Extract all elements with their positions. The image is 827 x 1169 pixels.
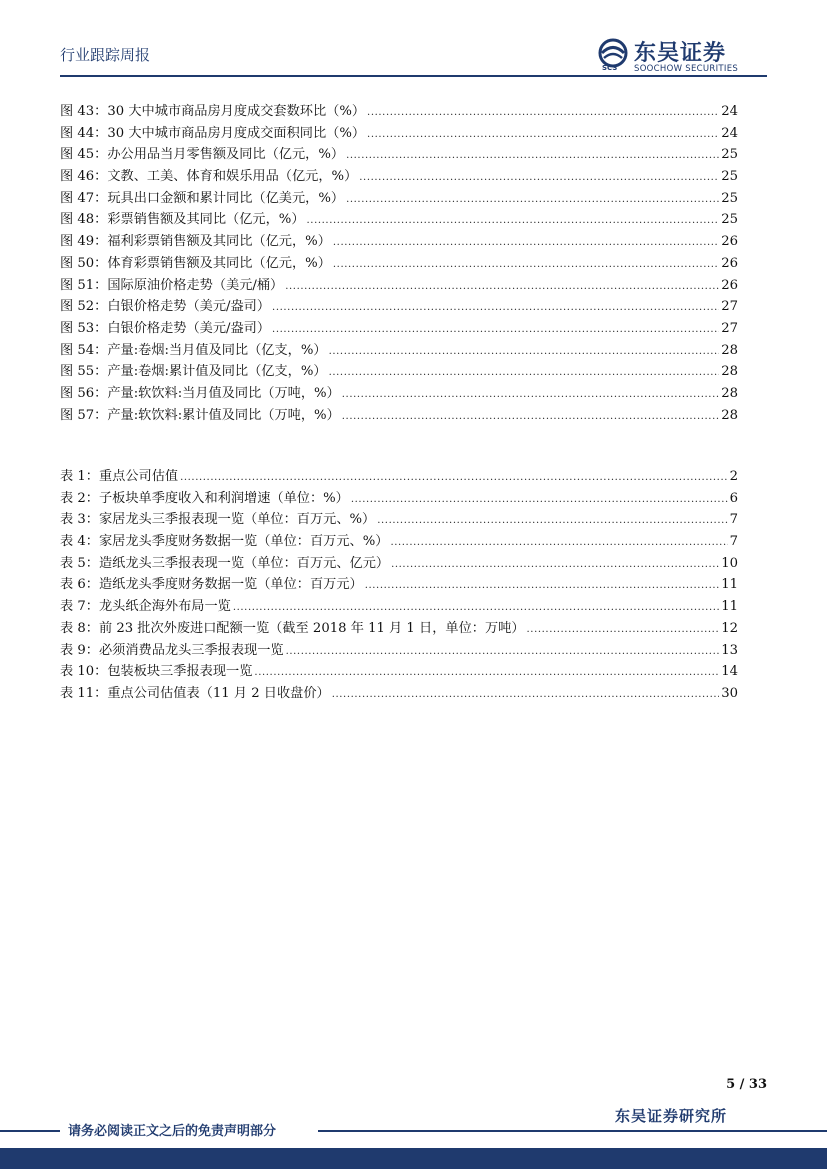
- toc-entry-label: 图 54：产量:卷烟:当月值及同比（亿支，%）: [60, 342, 327, 358]
- toc-entry-label: 图 55：产量:卷烟:累计值及同比（亿支，%）: [60, 364, 327, 380]
- toc-entry-label: 图 51：国际原油价格走势（美元/桶）: [60, 277, 284, 293]
- toc-entry-label: 表 9：必须消费品龙头三季报表现一览: [60, 642, 284, 658]
- toc-entry-page: 26: [721, 255, 738, 271]
- toc-figure-entry[interactable]: [60, 318, 738, 340]
- page-number: 5 / 33: [726, 1077, 767, 1092]
- toc-entry-label: 表 10：包装板块三季报表现一览: [60, 664, 253, 680]
- toc-figure-entry[interactable]: [60, 275, 738, 297]
- toc-figure-entry[interactable]: [60, 123, 738, 145]
- header-divider: [60, 75, 767, 77]
- table-index-list: [60, 466, 738, 705]
- toc-table-entry[interactable]: [60, 596, 738, 618]
- toc-entry-label: 图 56：产量:软饮料:当月值及同比（万吨，%）: [60, 385, 340, 401]
- dot-leader: [332, 684, 720, 706]
- toc-entry-page: 25: [721, 212, 738, 228]
- dot-leader: [233, 597, 719, 619]
- toc-entry-page: 12: [721, 620, 738, 636]
- dot-leader: [272, 297, 719, 319]
- toc-entry-page: 27: [721, 320, 738, 336]
- dot-leader: [359, 167, 719, 189]
- toc-figure-entry[interactable]: [60, 188, 738, 210]
- toc-table-entry[interactable]: [60, 531, 738, 553]
- logo-chinese-name: 东吴证券: [634, 41, 727, 66]
- logo-mark-text: SCS: [602, 64, 618, 72]
- toc-entry-page: 2: [729, 469, 738, 484]
- toc-table-entry[interactable]: [60, 683, 738, 705]
- toc-entry-label: 表 2：子板块单季度收入和利润增速（单位：%）: [60, 490, 349, 506]
- toc-table-entry[interactable]: [60, 553, 738, 575]
- dot-leader: [286, 641, 720, 663]
- toc-entry-label: 表 8：前 23 批次外废进口配额一览（截至 2018 年 11 月 1 日，单位：万吨）: [60, 620, 525, 636]
- toc-entry-label: 图 43：30 大中城市商品房月度成交套数环比（%）: [60, 104, 366, 119]
- logo-english-name: SOOCHOW SECURITIES: [634, 64, 739, 74]
- toc-entry-page: 27: [721, 299, 738, 315]
- toc-entry-page: 28: [721, 385, 738, 401]
- toc-entry-page: 11: [721, 577, 738, 593]
- dot-leader: [254, 662, 719, 684]
- dot-leader: [377, 510, 727, 532]
- toc-entry-page: 7: [729, 534, 738, 550]
- toc-entry-page: 7: [729, 512, 738, 528]
- toc-entry-page: 25: [721, 147, 738, 163]
- toc-entry-label: 表 3：家居龙头三季报表现一览（单位：百万元、%）: [60, 512, 376, 528]
- dot-leader: [307, 210, 720, 232]
- toc-entry-page: 14: [721, 664, 738, 680]
- toc-entry-label: 表 4：家居龙头季度财务数据一览（单位：百万元、%）: [60, 534, 389, 550]
- toc-table-entry[interactable]: [60, 661, 738, 683]
- footer-bar: [0, 1148, 827, 1169]
- toc-entry-page: 26: [721, 277, 738, 293]
- toc-entry-page: 28: [721, 342, 738, 358]
- toc-entry-page: 30: [721, 685, 738, 701]
- dot-leader: [329, 362, 720, 384]
- dot-leader: [367, 102, 719, 124]
- toc-entry-page: 25: [721, 169, 738, 185]
- toc-table-entry[interactable]: [60, 618, 738, 640]
- toc-figure-entry[interactable]: [60, 296, 738, 318]
- toc-entry-page: 24: [721, 104, 738, 119]
- toc-entry-page: 25: [721, 190, 738, 206]
- dot-leader: [329, 341, 720, 363]
- toc-figure-entry[interactable]: [60, 253, 738, 275]
- dot-leader: [390, 532, 727, 554]
- toc-figure-entry[interactable]: [60, 405, 738, 427]
- toc-entry-label: 图 50：体育彩票销售额及其同比（亿元，%）: [60, 255, 331, 271]
- toc-entry-label: 图 53：白银价格走势（美元/盎司）: [60, 320, 271, 336]
- toc-entry-label: 图 44：30 大中城市商品房月度成交面积同比（%）: [60, 125, 366, 141]
- toc-figure-entry[interactable]: [60, 340, 738, 362]
- toc-entry-page: 11: [721, 599, 738, 615]
- dot-leader: [351, 489, 728, 511]
- dot-leader: [180, 467, 728, 489]
- toc-entry-label: 图 49：福利彩票销售额及其同比（亿元，%）: [60, 234, 331, 250]
- toc-entry-label: 图 46：文教、工美、体育和娱乐用品（亿元，%）: [60, 169, 358, 185]
- toc-entry-label: 表 6：造纸龙头季度财务数据一览（单位：百万元）: [60, 577, 363, 593]
- dot-leader: [527, 619, 720, 641]
- figure-index-list: [60, 101, 738, 426]
- dot-leader: [342, 384, 719, 406]
- toc-entry-label: 图 57：产量:软饮料:累计值及同比（万吨，%）: [60, 407, 340, 423]
- toc-entry-label: 图 48：彩票销售额及其同比（亿元，%）: [60, 212, 305, 228]
- toc-figure-entry[interactable]: [60, 231, 738, 253]
- toc-table-entry[interactable]: [60, 488, 738, 510]
- company-logo: [596, 36, 766, 76]
- disclaimer-note: 请务必阅读正文之后的免责声明部分: [60, 1120, 318, 1144]
- dot-leader: [367, 124, 719, 146]
- toc-table-entry[interactable]: [60, 640, 738, 662]
- toc-entry-page: 13: [721, 642, 738, 658]
- toc-entry-label: 图 45：办公用品当月零售额及同比（亿元，%）: [60, 147, 345, 163]
- toc-figure-entry[interactable]: [60, 361, 738, 383]
- toc-entry-label: 表 1：重点公司估值: [60, 469, 179, 484]
- toc-entry-page: 28: [721, 364, 738, 380]
- dot-leader: [391, 554, 719, 576]
- dot-leader: [346, 145, 719, 167]
- toc-entry-label: 表 7：龙头纸企海外布局一览: [60, 599, 231, 615]
- dot-leader: [365, 575, 720, 597]
- toc-entry-label: 图 52：白银价格走势（美元/盎司）: [60, 299, 271, 315]
- toc-figure-entry[interactable]: [60, 101, 738, 123]
- report-type-title: 行业跟踪周报: [60, 46, 151, 64]
- dot-leader: [333, 232, 719, 254]
- toc-entry-page: 24: [721, 125, 738, 141]
- toc-entry-page: 26: [721, 234, 738, 250]
- dot-leader: [333, 254, 719, 276]
- toc-table-entry[interactable]: [60, 466, 738, 488]
- toc-table-entry[interactable]: [60, 574, 738, 596]
- toc-entry-page: 28: [721, 407, 738, 423]
- toc-entry-page: 6: [729, 490, 738, 506]
- toc-figure-entry[interactable]: [60, 144, 738, 166]
- dot-leader: [346, 189, 719, 211]
- dot-leader: [285, 276, 719, 298]
- toc-entry-label: 表 5：造纸龙头三季报表现一览（单位：百万元、亿元）: [60, 555, 390, 571]
- toc-entry-page: 10: [721, 555, 738, 571]
- toc-table-entry[interactable]: [60, 509, 738, 531]
- toc-figure-entry[interactable]: [60, 383, 738, 405]
- toc-entry-label: 图 47：玩具出口金额和累计同比（亿美元，%）: [60, 190, 345, 206]
- dot-leader: [342, 406, 719, 428]
- dot-leader: [272, 319, 719, 341]
- toc-entry-label: 表 11：重点公司估值表（11 月 2 日收盘价）: [60, 685, 330, 701]
- toc-figure-entry[interactable]: [60, 166, 738, 188]
- toc-figure-entry[interactable]: [60, 209, 738, 231]
- footer-org-name: 东吴证券研究所: [614, 1107, 727, 1125]
